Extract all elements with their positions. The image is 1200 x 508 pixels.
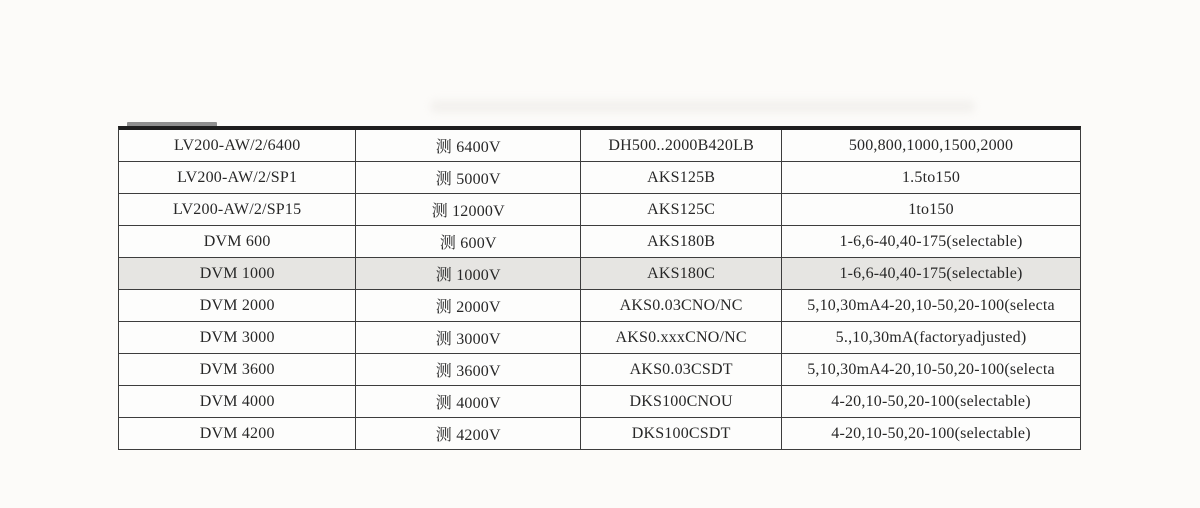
table-row <box>119 386 1080 418</box>
cell-model: DVM 4200 <box>119 418 356 449</box>
cell-code: AKS180C <box>581 258 782 289</box>
table-row-highlighted <box>119 258 1080 290</box>
cell-model: DVM 1000 <box>119 258 356 289</box>
cell-code: AKS125B <box>581 162 782 193</box>
cell-code: AKS0.03CNO/NC <box>581 290 782 321</box>
cell-model: DVM 2000 <box>119 290 356 321</box>
table-row <box>119 162 1080 194</box>
cell-measure: 测 6400V <box>356 130 581 161</box>
table-row <box>119 130 1080 162</box>
cell-model: LV200-AW/2/6400 <box>119 130 356 161</box>
cell-code: DH500..2000B420LB <box>581 130 782 161</box>
cell-range: 4-20,10-50,20-100(selectable) <box>831 392 1031 410</box>
table-row <box>119 226 1080 258</box>
cell-range: 1-6,6-40,40-175(selectable) <box>839 264 1023 282</box>
cell-measure: 测 1000V <box>356 258 581 289</box>
table-row <box>119 354 1080 386</box>
cell-model: DVM 600 <box>119 226 356 257</box>
cell-measure: 测 4200V <box>356 418 581 449</box>
table-row <box>119 418 1080 449</box>
cell-code: AKS180B <box>581 226 782 257</box>
cell-code: DKS100CNOU <box>581 386 782 417</box>
cell-code: AKS125C <box>581 194 782 225</box>
cell-model: DVM 4000 <box>119 386 356 417</box>
cell-range: 5,10,30mA4-20,10-50,20-100(selecta <box>807 296 1055 314</box>
cell-measure: 测 5000V <box>356 162 581 193</box>
cell-measure: 测 3000V <box>356 322 581 353</box>
cell-model: DVM 3000 <box>119 322 356 353</box>
table-row <box>119 194 1080 226</box>
cell-range: 4-20,10-50,20-100(selectable) <box>831 424 1031 442</box>
cell-measure: 测 4000V <box>356 386 581 417</box>
cell-range: 1.5to150 <box>901 168 961 186</box>
cell-model: LV200-AW/2/SP1 <box>119 162 356 193</box>
faint-watermark-smudge <box>430 100 975 113</box>
cell-code: AKS0.03CSDT <box>581 354 782 385</box>
cell-measure: 测 12000V <box>356 194 581 225</box>
cell-code: DKS100CSDT <box>581 418 782 449</box>
cell-code: AKS0.xxxCNO/NC <box>581 322 782 353</box>
cell-measure: 测 3600V <box>356 354 581 385</box>
cell-range: 5,10,30mA4-20,10-50,20-100(selecta <box>807 360 1055 378</box>
cell-model: LV200-AW/2/SP15 <box>119 194 356 225</box>
cell-measure: 测 2000V <box>356 290 581 321</box>
product-spec-table <box>118 126 1081 450</box>
table-row <box>119 322 1080 354</box>
cell-range: 5.,10,30mA(factoryadjusted) <box>835 328 1027 346</box>
cell-measure: 测 600V <box>356 226 581 257</box>
cell-model: DVM 3600 <box>119 354 356 385</box>
cell-range: 1to150 <box>908 200 954 218</box>
cell-range: 1-6,6-40,40-175(selectable) <box>839 232 1023 250</box>
cell-range: 500,800,1000,1500,2000 <box>848 136 1014 154</box>
table-row <box>119 290 1080 322</box>
